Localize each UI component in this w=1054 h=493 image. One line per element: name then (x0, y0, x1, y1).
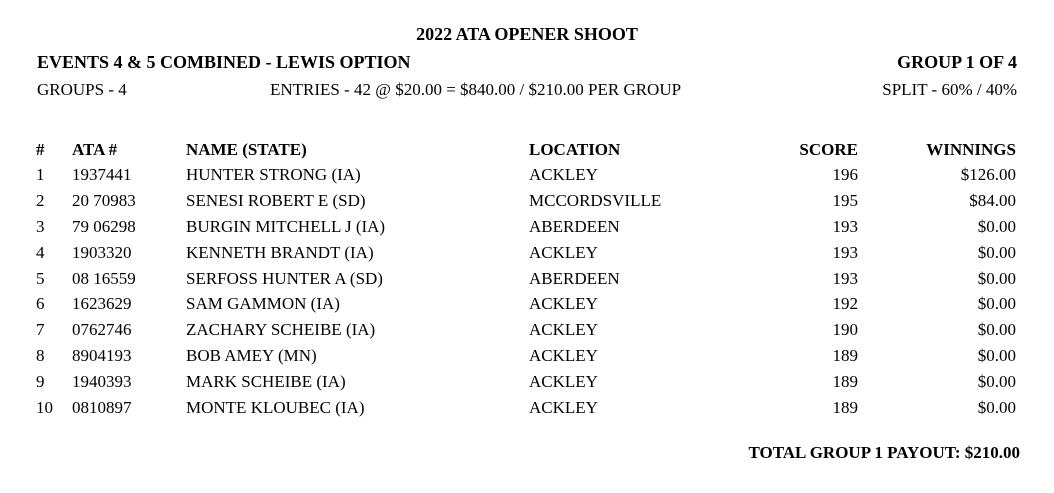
cell-ata: 08 16559 (72, 268, 136, 288)
cell-winnings: $0.00 (977, 268, 1016, 288)
cell-location: ACKLEY (529, 346, 598, 366)
table-row (0, 243, 1054, 269)
cell-name: SERFOSS HUNTER A (SD) (186, 268, 383, 288)
cell-ata: 1940393 (72, 372, 132, 392)
cell-score: 190 (832, 320, 858, 340)
cell-num: 2 (36, 190, 45, 210)
cell-location: MCCORDSVILLE (529, 190, 662, 210)
cell-winnings: $0.00 (977, 320, 1016, 340)
cell-score: 196 (832, 165, 858, 184)
cell-winnings: $0.00 (977, 242, 1016, 262)
table-row (0, 191, 1054, 217)
table-row (0, 346, 1054, 372)
cell-score: 195 (832, 190, 858, 210)
header-score: SCORE (799, 140, 858, 159)
header-location: LOCATION (529, 140, 621, 159)
header-num: # (36, 140, 45, 159)
cell-score: 192 (832, 294, 858, 314)
cell-num: 6 (36, 294, 45, 314)
cell-name: MONTE KLOUBEC (IA) (186, 398, 365, 418)
cell-name: BOB AMEY (MN) (186, 346, 317, 366)
cell-winnings: $84.00 (969, 190, 1016, 210)
cell-location: ACKLEY (529, 398, 598, 418)
cell-name: MARK SCHEIBE (IA) (186, 372, 346, 392)
cell-name: SAM GAMMON (IA) (186, 294, 340, 314)
cell-location: ACKLEY (529, 294, 598, 314)
cell-ata: 1937441 (72, 165, 132, 184)
cell-name: HUNTER STRONG (IA) (186, 165, 361, 184)
cell-ata: 0810897 (72, 398, 132, 418)
table-row (0, 269, 1054, 295)
cell-winnings: $0.00 (977, 398, 1016, 418)
table-row (0, 320, 1054, 346)
cell-score: 193 (832, 268, 858, 288)
cell-winnings: $0.00 (977, 372, 1016, 392)
cell-winnings: $0.00 (977, 216, 1016, 236)
cell-score: 193 (832, 216, 858, 236)
table-row (0, 294, 1054, 320)
cell-num: 5 (36, 268, 45, 288)
group-label: GROUP 1 OF 4 (897, 52, 1017, 72)
cell-winnings: $0.00 (977, 346, 1016, 366)
cell-score: 193 (832, 242, 858, 262)
table-row (0, 372, 1054, 398)
results-table (0, 165, 1054, 424)
cell-num: 3 (36, 216, 45, 236)
cell-score: 189 (832, 372, 858, 392)
header-name: NAME (STATE) (186, 140, 307, 159)
document-title: 2022 ATA OPENER SHOOT (416, 24, 638, 44)
entries-info: ENTRIES - 42 @ $20.00 = $840.00 / $210.00 PER GROUP (270, 80, 682, 99)
total-payout: TOTAL GROUP 1 PAYOUT: $210.00 (748, 443, 1020, 462)
table-row (0, 165, 1054, 191)
cell-location: ACKLEY (529, 372, 598, 392)
cell-num: 9 (36, 372, 45, 392)
split-info: SPLIT - 60% / 40% (882, 80, 1017, 99)
cell-location: ACKLEY (529, 320, 598, 340)
cell-score: 189 (832, 346, 858, 366)
cell-score: 189 (832, 398, 858, 418)
cell-ata: 1903320 (72, 242, 132, 262)
cell-ata: 8904193 (72, 346, 132, 366)
cell-num: 7 (36, 320, 45, 340)
event-line: EVENTS 4 & 5 COMBINED - LEWIS OPTION (37, 52, 411, 72)
groups-count: GROUPS - 4 (37, 80, 127, 99)
cell-ata: 1623629 (72, 294, 132, 314)
cell-ata: 79 06298 (72, 216, 136, 236)
table-row (0, 398, 1054, 424)
cell-name: BURGIN MITCHELL J (IA) (186, 216, 386, 236)
header-ata: ATA # (72, 140, 118, 159)
cell-num: 1 (36, 165, 45, 184)
cell-location: ACKLEY (529, 242, 598, 262)
table-row (0, 217, 1054, 243)
header-winnings: WINNINGS (926, 140, 1016, 159)
cell-name: ZACHARY SCHEIBE (IA) (186, 320, 376, 340)
cell-name: KENNETH BRANDT (IA) (186, 242, 374, 262)
cell-location: ABERDEEN (529, 268, 620, 288)
cell-num: 4 (36, 242, 45, 262)
cell-ata: 0762746 (72, 320, 132, 340)
cell-location: ACKLEY (529, 165, 598, 184)
cell-ata: 20 70983 (72, 190, 136, 210)
cell-winnings: $126.00 (960, 165, 1016, 184)
cell-num: 8 (36, 346, 45, 366)
cell-name: SENESI ROBERT E (SD) (186, 190, 366, 210)
cell-winnings: $0.00 (977, 294, 1016, 314)
cell-location: ABERDEEN (529, 216, 620, 236)
cell-num: 10 (36, 398, 53, 418)
